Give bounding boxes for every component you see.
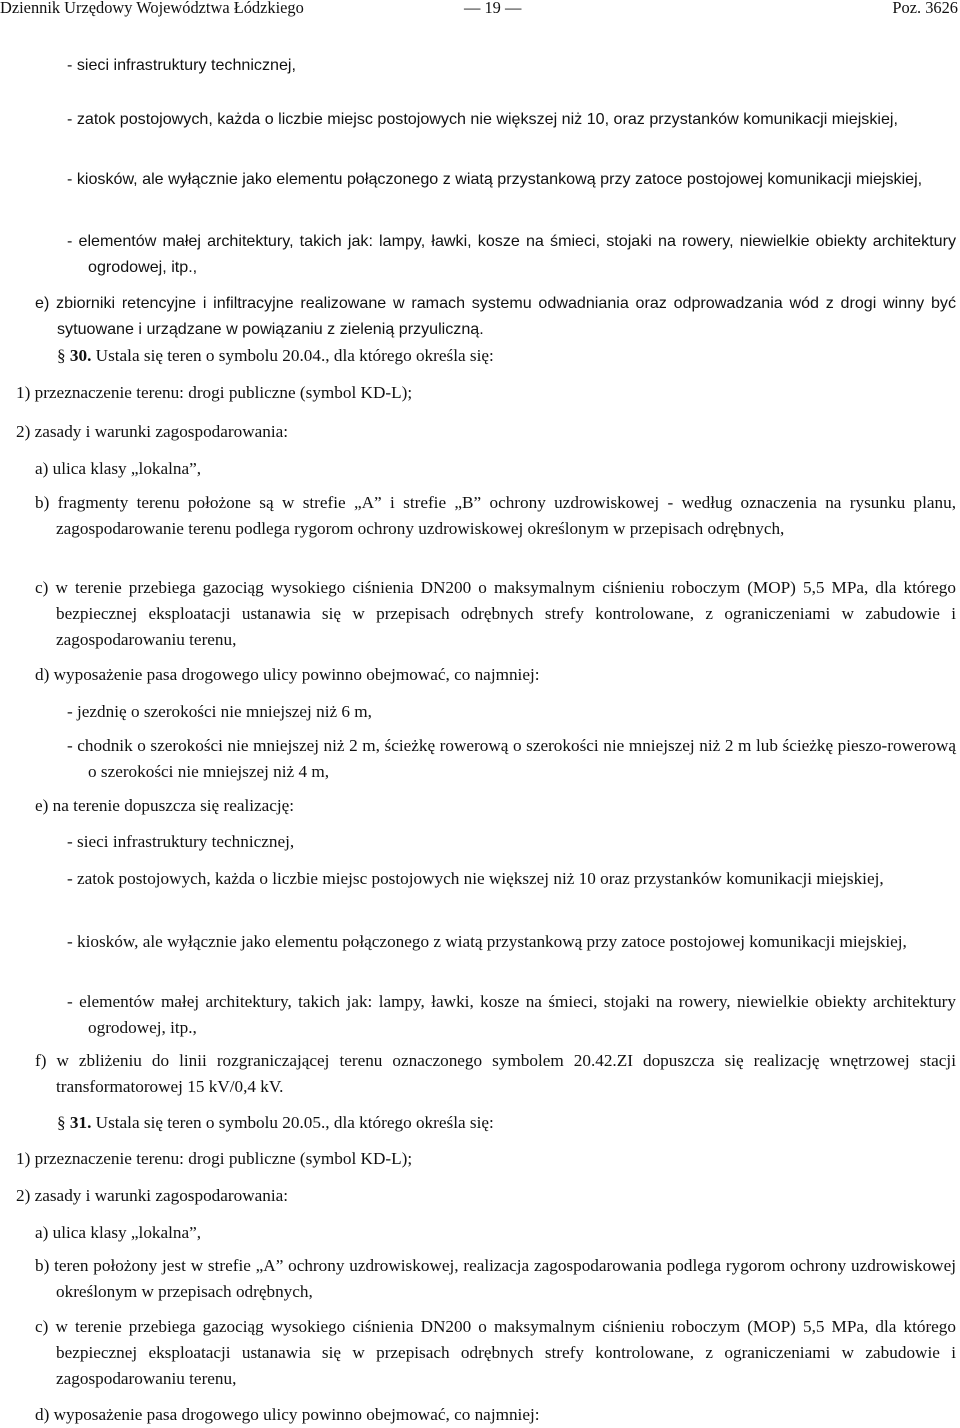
list-item: e) zbiorniki retencyjne i infiltracyjne realizowane w ramach systemu odwadniania oraz odprowadzania wód z drogi winny być sytuowane i urządzane w powiązaniu z zielenią przyuliczną. bbox=[35, 294, 956, 338]
list-item: c) w terenie przebiega gazociąg wysokiego ciśnienia DN200 o maksymalnym ciśnieniu roboczym (MOP) 5,5 MPa, dla którego bezpiecznej eksploatacji ustanawia się w przepisach odrębnych strefy kontrolowane, z ograniczeniami w zabudowie i zagospodarowaniu terenu, bbox=[35, 1317, 956, 1388]
section-number: 30. bbox=[69, 346, 92, 365]
section-number: 31. bbox=[69, 1113, 92, 1132]
list-item: 1) przeznaczenie terenu: drogi publiczne (symbol KD-L); bbox=[16, 1149, 413, 1168]
section-text: Ustala się teren o symbolu 20.05., dla którego określa się: bbox=[95, 1113, 494, 1132]
list-item: - elementów małej architektury, takich jak: lampy, ławki, kosze na śmieci, stojaki na rowery, niewielkie obiekty architektury ogrodowej, itp., bbox=[67, 992, 956, 1037]
list-item: d) wyposażenie pasa drogowego ulicy powinno obejmować, co najmniej: bbox=[35, 665, 540, 684]
section-text: Ustala się teren o symbolu 20.04., dla którego określa się: bbox=[95, 346, 494, 365]
section-heading bbox=[57, 1110, 494, 1136]
list-item: - kiosków, ale wyłącznie jako elementu połączonego z wiatą przystankową przy zatoce postojowej komunikacji miejskiej, bbox=[67, 170, 923, 188]
list-item: b) fragmenty terenu położone są w strefie „A” i strefie „B” ochrony uzdrowiskowej - według oznaczenia na rysunku planu, zagospodarowanie terenu podlega rygorom ochrony uzdrowiskowej określonym w przepisach odrębnych, bbox=[35, 493, 956, 538]
position-number: Poz. 3626 bbox=[892, 0, 958, 17]
list-item: 2) zasady i warunki zagospodarowania: bbox=[16, 422, 289, 441]
list-item: - sieci infrastruktury technicznej, bbox=[67, 56, 296, 74]
page-header bbox=[0, 0, 960, 16]
list-item: f) w zbliżeniu do linii rozgraniczającej terenu oznaczonego symbolem 20.42.ZI dopuszcza się realizację wnętrzowej stacji transformatorowej 15 kV/0,4 kV. bbox=[35, 1051, 956, 1096]
list-item: a) ulica klasy „lokalna”, bbox=[35, 1223, 202, 1242]
list-item: b) teren położony jest w strefie „A” ochrony uzdrowiskowej, realizacja zagospodarowania podlega rygorom ochrony uzdrowiskowej określonym w przepisach odrębnych, bbox=[35, 1256, 956, 1301]
list-item: - elementów małej architektury, takich jak: lampy, ławki, kosze na śmieci, stojaki na rowery, niewielkie obiekty architektury ogrodowej, itp., bbox=[67, 232, 956, 276]
list-item: d) wyposażenie pasa drogowego ulicy powinno obejmować, co najmniej: bbox=[35, 1405, 540, 1424]
section-symbol: § bbox=[57, 1113, 66, 1132]
section-heading bbox=[57, 343, 494, 369]
section-symbol: § bbox=[57, 346, 66, 365]
list-item: 1) przeznaczenie terenu: drogi publiczne (symbol KD-L); bbox=[16, 383, 413, 402]
list-item: - chodnik o szerokości nie mniejszej niż 2 m, ścieżkę rowerową o szerokości nie mniejszej niż 2 m lub ścieżkę pieszo-rowerową o szerokości nie mniejszej niż 4 m, bbox=[67, 736, 956, 781]
list-item: - zatok postojowych, każda o liczbie miejsc postojowych nie większej niż 10 oraz przystanków komunikacji miejskiej, bbox=[67, 869, 884, 888]
list-item: 2) zasady i warunki zagospodarowania: bbox=[16, 1186, 289, 1205]
list-item: a) ulica klasy „lokalna”, bbox=[35, 459, 202, 478]
list-item: c) w terenie przebiega gazociąg wysokiego ciśnienia DN200 o maksymalnym ciśnieniu roboczym (MOP) 5,5 MPa, dla którego bezpiecznej eksploatacji ustanawia się w przepisach odrębnych strefy kontrolowane, z ograniczeniami w zabudowie i zagospodarowaniu terenu, bbox=[35, 578, 956, 649]
list-item: - jezdnię o szerokości nie mniejszej niż 6 m, bbox=[67, 702, 372, 721]
list-item: - kiosków, ale wyłącznie jako elementu połączonego z wiatą przystankową przy zatoce postojowej komunikacji miejskiej, bbox=[67, 932, 907, 951]
list-item: e) na terenie dopuszcza się realizację: bbox=[35, 796, 295, 815]
list-item: - zatok postojowych, każda o liczbie miejsc postojowych nie większej niż 10, oraz przystanków komunikacji miejskiej, bbox=[67, 110, 898, 128]
journal-title: Dziennik Urzędowy Województwa Łódzkiego bbox=[0, 0, 304, 17]
page-number: — 19 — bbox=[464, 0, 522, 17]
list-item: - sieci infrastruktury technicznej, bbox=[67, 832, 295, 851]
